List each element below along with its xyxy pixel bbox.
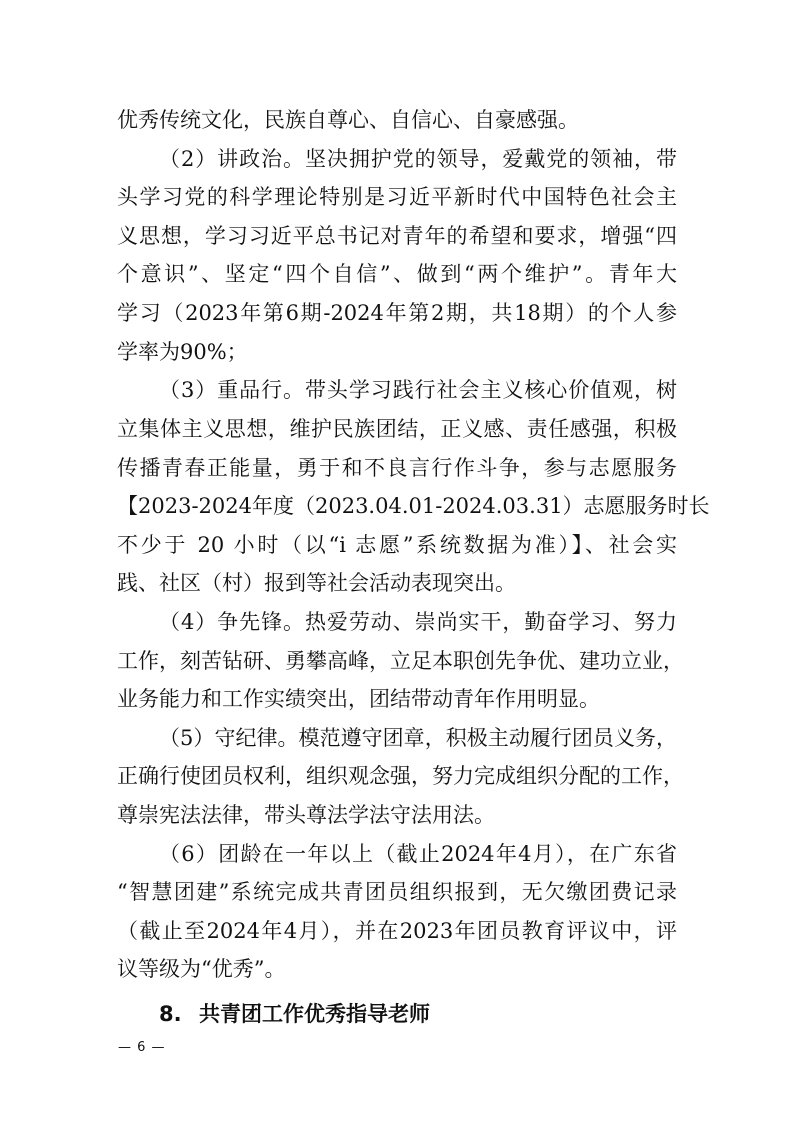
paragraph-line: 学习（2023年第6期-2024年第2期，共18期）的个人参 bbox=[117, 301, 677, 325]
paragraph-line: 业务能力和工作实绩突出，团结带动青年作用明显。 bbox=[117, 687, 600, 712]
paragraph-line: 传播青春正能量，勇于和不良言行作斗争，参与志愿服务 bbox=[117, 455, 677, 480]
paragraph-line: 【2023-2024年度（2023.04.01-2024.03.31）志愿服务时长 bbox=[117, 494, 710, 519]
paragraph-line: 优秀传统文化，民族自尊心、自信心、自豪感强。 bbox=[117, 108, 579, 132]
paragraph-line: （3）重品行。带头学习践行社会主义核心价值观，树 bbox=[159, 378, 677, 403]
paragraph-line: “智慧团建”系统完成共青团员组织报到，无欠缴团费记录 bbox=[117, 880, 677, 905]
paragraph-line: 立集体主义思想，维护民族团结，正义感、责任感强，积极 bbox=[117, 416, 677, 441]
section-heading bbox=[159, 993, 430, 1035]
paragraph-line: （6）团龄在一年以上（截止2024年4月），在广东省 bbox=[159, 841, 677, 866]
section-title: 共青团工作优秀指导老师 bbox=[199, 1002, 430, 1026]
section-number: 8. bbox=[159, 1002, 182, 1026]
paragraph-line: 学率为90%； bbox=[117, 339, 248, 364]
paragraph-line: （2）讲政治。坚决拥护党的领导，爱戴党的领袖，带 bbox=[159, 146, 677, 171]
page-number: — 6 — bbox=[118, 1040, 166, 1055]
paragraph-line: 正确行使团员权利，组织观念强，努力完成组织分配的工作， bbox=[117, 764, 684, 789]
paragraph-line: 践、社区（村）报到等社会活动表现突出。 bbox=[117, 571, 516, 596]
paragraph-line: 不少于 20 小时（以“i 志愿”系统数据为准）】、社会实 bbox=[117, 532, 677, 557]
paragraph-line: 义思想，学习习近平总书记对青年的希望和要求，增强“四 bbox=[117, 223, 677, 248]
paragraph-line: （4）争先锋。热爱劳动、崇尚实干，勤奋学习、努力 bbox=[159, 609, 677, 634]
paragraph-line: 议等级为“优秀”。 bbox=[117, 957, 286, 982]
paragraph-line: 工作，刻苦钻研、勇攀高峰，立足本职创先争优、建功立业， bbox=[117, 648, 684, 673]
paragraph-line: 尊崇宪法法律，带头尊法学法守法用法。 bbox=[117, 803, 495, 827]
paragraph-line: （5）守纪律。模范遵守团章，积极主动履行团员义务， bbox=[159, 725, 677, 750]
paragraph-line: （截止至2024年4月），并在2023年团员教育评议中，评 bbox=[117, 918, 677, 943]
paragraph-line: 头学习党的科学理论特别是习近平新时代中国特色社会主 bbox=[117, 185, 677, 210]
paragraph-line: 个意识”、坚定“四个自信”、做到“两个维护”。青年大 bbox=[117, 262, 677, 287]
